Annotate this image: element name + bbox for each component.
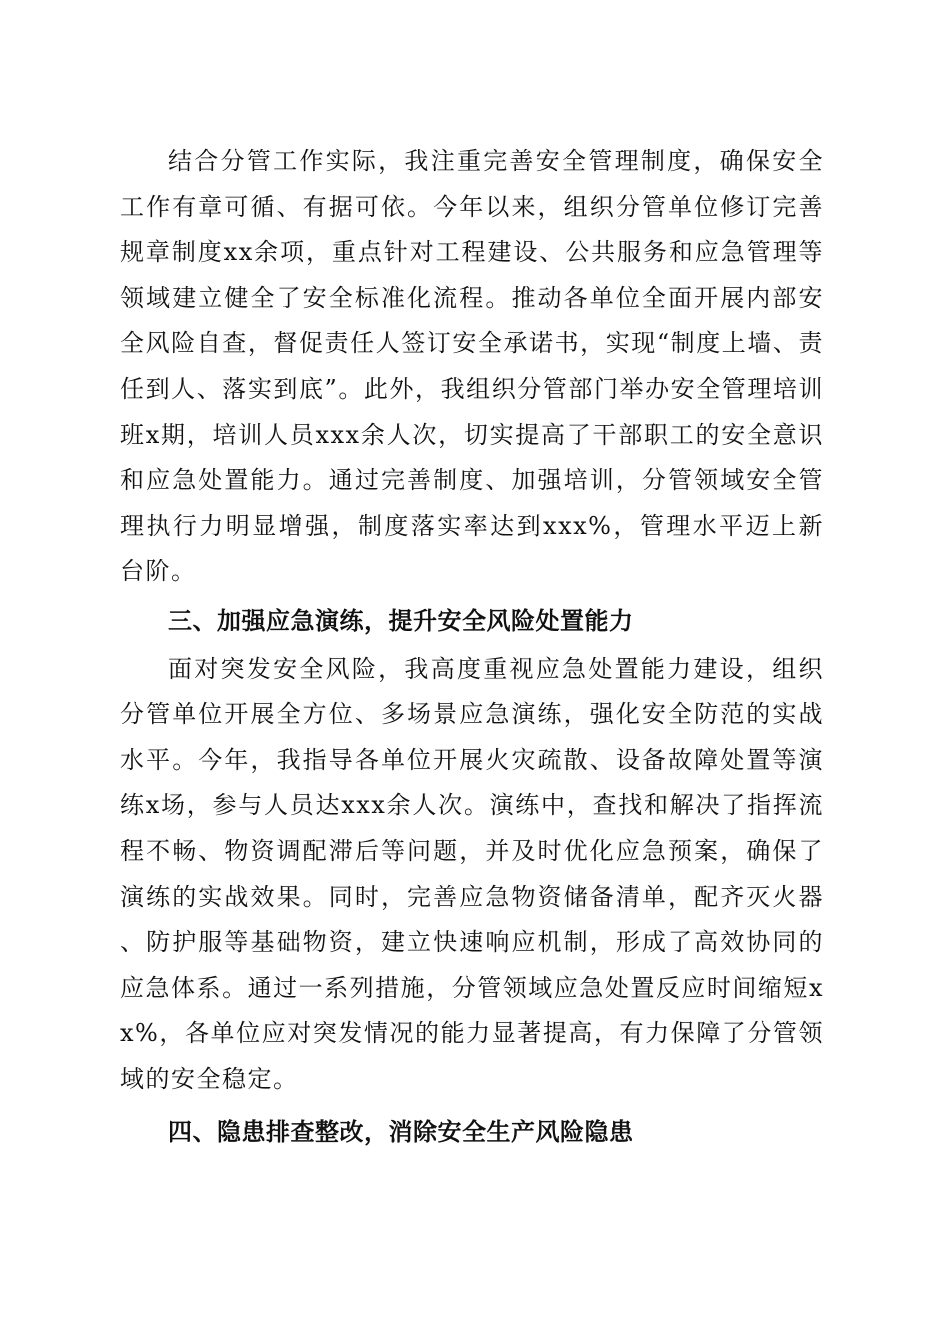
section-heading-emergency-drills: 三、加强应急演练，提升安全风险处置能力 [168, 606, 634, 635]
document-body [120, 139, 824, 1156]
section-heading-hazard-inspection: 四、隐患排查整改，消除安全生产风险隐患 [168, 1118, 634, 1147]
paragraph-safety-system: 结合分管工作实际，我注重完善安全管理制度，确保安全工作有章可循、有据可依。今年以来，组织分管单位修订完善规章制度xx余项，重点针对工程建设、公共服务和应急管理等领域建立健全了安全标准化流程。推动各单位全面开展内部安全风险自查，督促责任人签订安全承诺书，实现“制度上墙、责任到人、落实到底”。此外，我组织分管部门举办安全管理培训班x期，培训人员xxx余人次，切实提高了干部职工的安全意识和应急处置能力。通过完善制度、加强培训，分管领域安全管理执行力明显增强，制度落实率达到xxx%，管理水平迈上新台阶。 [120, 147, 824, 586]
paragraph-emergency-drills: 面对突发安全风险，我高度重视应急处置能力建设，组织分管单位开展全方位、多场景应急演练，强化安全防范的实战水平。今年，我指导各单位开展火灾疏散、设备故障处置等演练x场，参与人员达xxx余人次。演练中，查找和解决了指挥流程不畅、物资调配滞后等问题，并及时优化应急预案，确保了演练的实战效果。同时，完善应急物资储备清单，配齐灭火器、防护服等基础物资，建立快速响应机制，形成了高效协同的应急体系。通过一系列措施，分管领域应急处置反应时间缩短xx%，各单位应对突发情况的能力显著提高，有力保障了分管领域的安全稳定。 [120, 654, 824, 1093]
